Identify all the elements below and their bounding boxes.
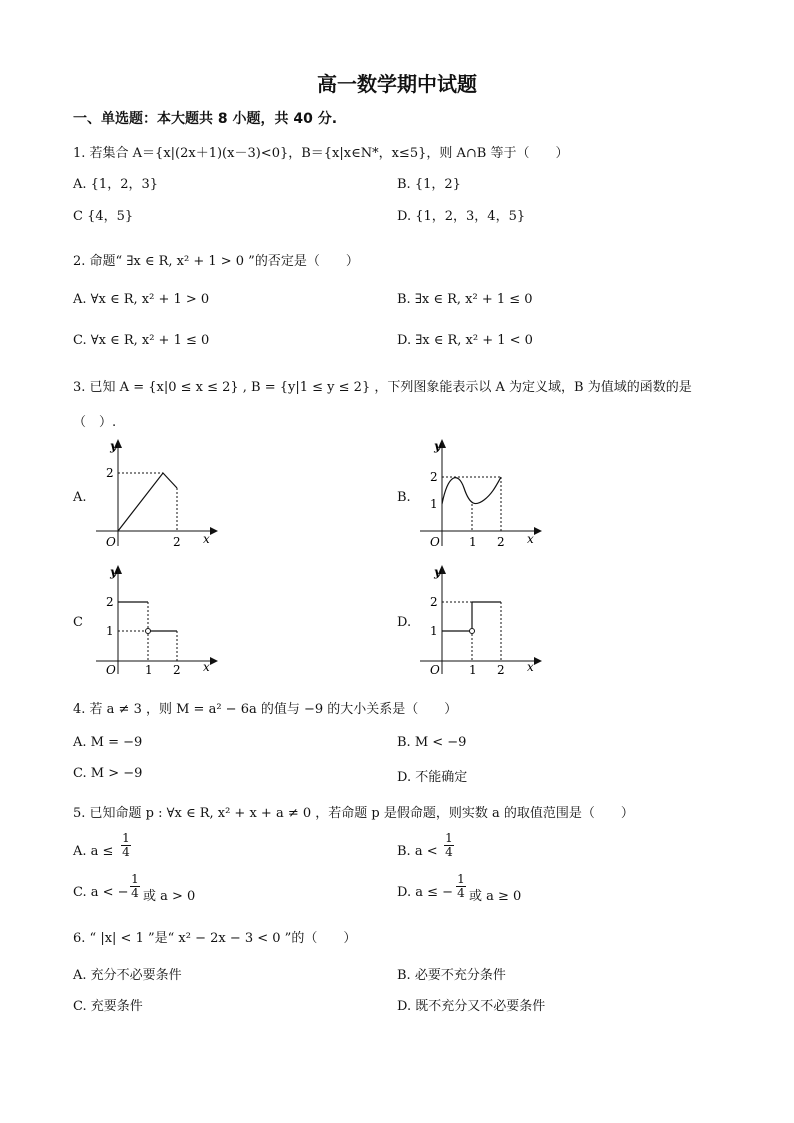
q1-option-a: A. {1，2，3} (73, 177, 159, 192)
q5-d-fraction (456, 873, 466, 900)
graph-d-origin: O (430, 663, 440, 677)
section-heading: 一、单选题：本大题共 8 小题，共 40 分. (73, 111, 338, 127)
graph-c-x-tick-1: 1 (145, 663, 153, 677)
q5-c-frac-den: 4 (131, 886, 139, 900)
q2-option-c: C. ∀x ∈ R, x² + 1 ≤ 0 (73, 333, 210, 348)
graph-b-x-tick-2: 2 (497, 535, 505, 549)
q5-d-frac-num: 1 (457, 872, 465, 886)
question-1-stem: 1. 若集合 A＝{x|(2x＋1)(x－3)<0}，B＝{x|x∈N*，x≤5}，则 A∩B 等于（ ） (73, 146, 569, 161)
q1-option-c: C {4，5} (73, 209, 134, 224)
q6-option-d: D. 既不充分又不必要条件 (397, 999, 546, 1014)
graph-b (412, 436, 542, 552)
graph-d-y-tick-1: 1 (430, 624, 438, 638)
graph-a (88, 436, 218, 552)
q5-b-frac-num: 1 (445, 831, 453, 845)
q6-option-c: C. 充要条件 (73, 999, 143, 1014)
q5-c-fraction (130, 873, 140, 900)
q2-option-d: D. ∃x ∈ R, x² + 1 < 0 (397, 333, 533, 348)
q5-a-fraction (121, 832, 131, 859)
q6-option-a: A. 充分不必要条件 (73, 968, 182, 983)
graph-c-y-label: y (110, 565, 117, 579)
q5-a-frac-den: 4 (122, 845, 130, 859)
question-2-stem: 2. 命题“ ∃x ∈ R, x² + 1 > 0 ”的否定是（ ） (73, 254, 359, 269)
q5-option-c-tail: 或 a > 0 (143, 889, 196, 904)
q2-option-a: A. ∀x ∈ R, x² + 1 > 0 (73, 292, 210, 307)
graph-c-x-label: x (203, 660, 210, 674)
q5-c-frac-num: 1 (131, 872, 139, 886)
q5-option-a: A. a ≤ (73, 844, 114, 859)
graph-a-x-tick-2: 2 (173, 535, 181, 549)
q4-option-c: C. M > −9 (73, 766, 143, 781)
q5-b-frac-den: 4 (445, 845, 453, 859)
question-6-stem: 6. “ |x| < 1 ”是“ x² − 2x − 3 < 0 ”的（ ） (73, 931, 357, 946)
q5-d-frac-den: 4 (457, 886, 465, 900)
q5-option-b: B. a < (397, 844, 438, 859)
q5-option-c: C. a < − (73, 885, 129, 900)
q2-option-b: B. ∃x ∈ R, x² + 1 ≤ 0 (397, 292, 533, 307)
graph-a-y-label: y (110, 439, 117, 453)
q1-option-b: B. {1，2} (397, 177, 461, 192)
graph-a-x-label: x (203, 532, 210, 546)
graph-b-x-tick-1: 1 (469, 535, 477, 549)
page-title: 高一数学期中试题 (317, 72, 477, 96)
graph-d-y-label: y (434, 565, 441, 579)
graph-c (88, 562, 218, 678)
graph-b-y-tick-1: 1 (430, 497, 438, 511)
q4-option-d: D. 不能确定 (397, 770, 468, 785)
graph-b-origin: O (430, 535, 440, 549)
question-3-stem-cont: （ ）. (73, 415, 117, 430)
graph-c-x-tick-2: 2 (173, 663, 181, 677)
graph-c-y-tick-2: 2 (106, 595, 114, 609)
q6-option-b: B. 必要不充分条件 (397, 968, 506, 983)
question-4-stem: 4. 若 a ≠ 3 ，则 M = a² − 6a 的值与 −9 的大小关系是（ ） (73, 702, 458, 717)
q3-option-c: C (73, 615, 83, 630)
graph-b-y-label: y (434, 439, 441, 453)
graph-a-y-tick-2: 2 (106, 466, 114, 480)
q4-option-a: A. M = −9 (73, 735, 143, 750)
graph-b-y-tick-2: 2 (430, 470, 438, 484)
question-5-stem: 5. 已知命题 p : ∀x ∈ R, x² + x + a ≠ 0 ，若命题 p 是假命题，则实数 a 的取值范围是（ ） (73, 806, 634, 821)
graph-a-origin: O (106, 535, 116, 549)
q3-option-b: B. (397, 490, 411, 505)
q5-option-d-tail: 或 a ≥ 0 (469, 889, 522, 904)
graph-d-y-tick-2: 2 (430, 595, 438, 609)
q5-a-frac-num: 1 (122, 831, 130, 845)
q3-option-a: A. (73, 490, 87, 505)
graph-d-x-tick-2: 2 (497, 663, 505, 677)
graph-c-y-tick-1: 1 (106, 624, 114, 638)
graph-c-origin: O (106, 663, 116, 677)
graph-d-x-tick-1: 1 (469, 663, 477, 677)
q1-option-d: D. {1，2，3，4，5} (397, 209, 526, 224)
graph-b-x-label: x (527, 532, 534, 546)
q3-option-d: D. (397, 615, 412, 630)
q4-option-b: B. M < −9 (397, 735, 467, 750)
question-3-stem: 3. 已知 A = {x|0 ≤ x ≤ 2} , B = {y|1 ≤ y ≤ 2} ，下列图象能表示以 A 为定义域，B 为值域的函数的是 (73, 380, 692, 395)
graph-d-x-label: x (527, 660, 534, 674)
q5-b-fraction (444, 832, 454, 859)
q5-option-d: D. a ≤ − (397, 885, 454, 900)
graph-d (412, 562, 542, 678)
